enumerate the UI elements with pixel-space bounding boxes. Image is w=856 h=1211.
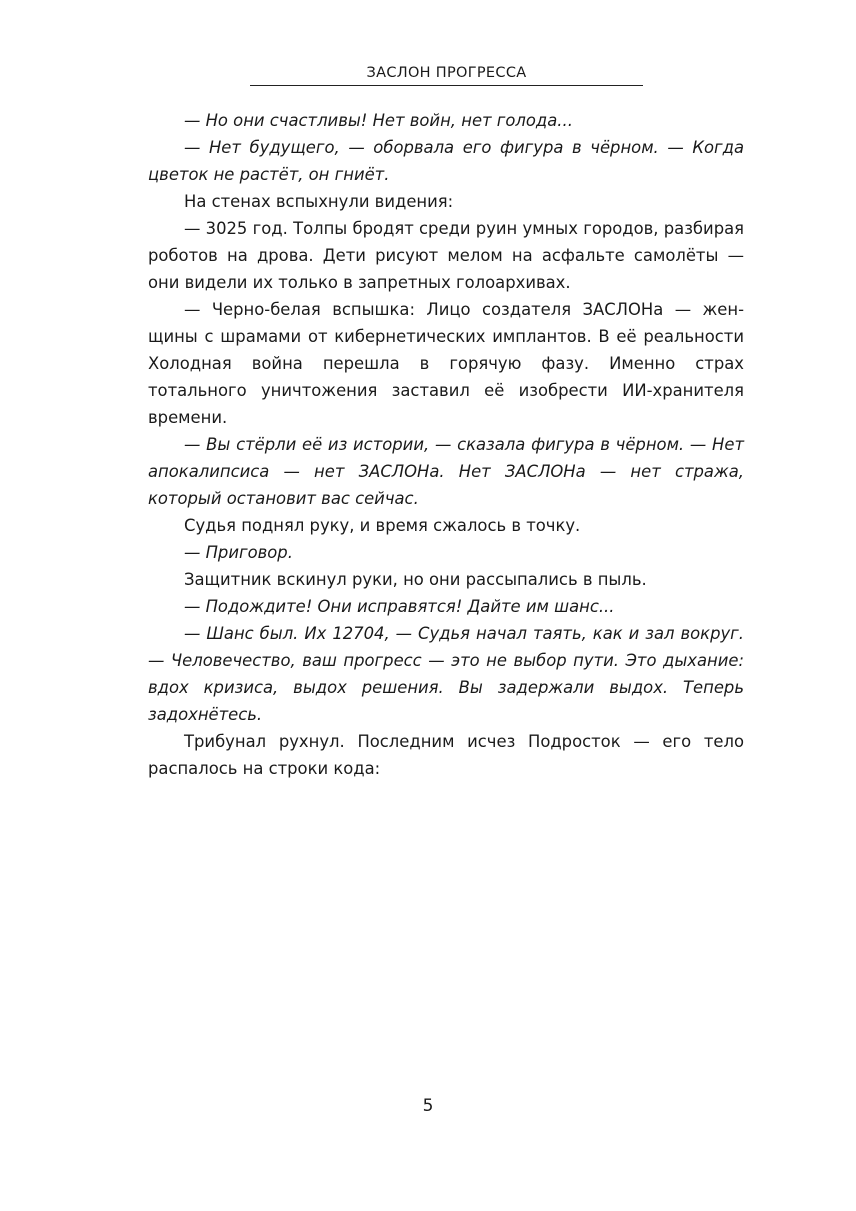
page-number: 5 <box>422 1096 434 1116</box>
paragraph-6: — Вы стёрли её из истории, — сказала фигура в чёрном. — Нет апокалипсиса — нет ЗАСЛОНа. Нет ЗАСЛОНа — нет стража, который остановит вас сейчас. <box>148 435 744 508</box>
body-text <box>148 107 744 782</box>
paragraph-11: — Шанс был. Их 12704, — Судья начал таять, как и зал вокруг. — Человечество, ваш прогресс — это не выбор пути. Это дыхание: вдох кризиса, выдох решения. Вы задержали выдох. Теперь задохнётесь. <box>148 624 744 724</box>
paragraph-8: — Приговор. <box>184 543 293 562</box>
paragraph-12: Трибунал рухнул. Последним исчез Подросток — его тело распалось на строки кода: <box>148 732 744 778</box>
paragraph-2: — Нет будущего, — оборвала его фигура в чёрном. — Когда цветок не растёт, он гниёт. <box>148 138 744 184</box>
paragraph-9: Защитник вскинул руки, но они рассыпались в пыль. <box>184 570 647 589</box>
running-head: ЗАСЛОН ПРОГРЕССА <box>250 62 643 86</box>
paragraph-1: — Но они счастливы! Нет войн, нет голода... <box>184 111 573 130</box>
paragraph-7: Судья поднял руку, и время сжалось в точку. <box>184 516 581 535</box>
paragraph-10: — Подождите! Они исправятся! Дайте им шанс... <box>184 597 615 616</box>
paragraph-3: На стенах вспыхнули видения: <box>184 192 454 211</box>
paragraph-4: — 3025 год. Толпы бродят среди руин умных городов, разбирая роботов на дрова. Дети рисуют мелом на асфальте самолёты — они видели их только в запретных голоархивах. <box>148 219 744 292</box>
paragraph-5: — Черно-белая вспышка: Лицо создателя ЗАСЛОНа — женщины с шрамами от кибернетических имплантов. В её реальности Холодная война перешла в горячую фазу. Именно страх тотального уничтожения заставил её изобрести ИИ-хранителя времени. <box>148 300 744 427</box>
